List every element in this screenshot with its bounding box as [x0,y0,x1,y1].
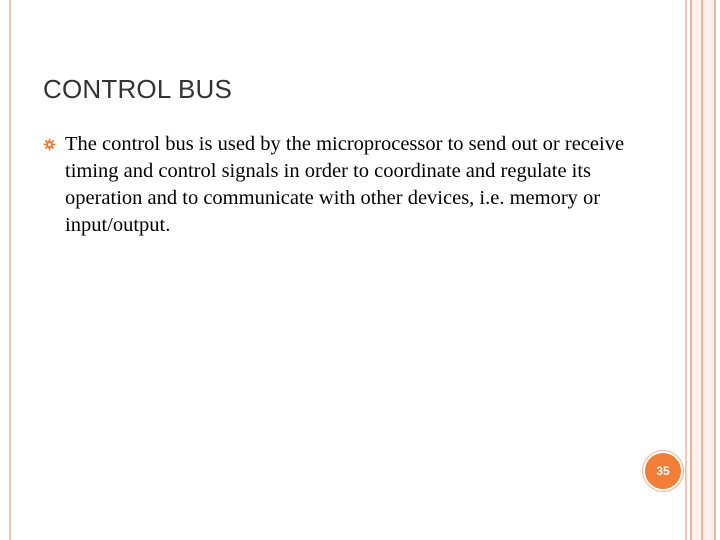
slide-content [43,131,633,239]
slide-title: CONTROL BUS [43,74,233,104]
gear-bullet-icon [43,138,56,151]
bullet-text: The control bus is used by the microprocessor to send out or receive timing and control signals in order to coordinate and regulate its operation and to communicate with other devices, i.e. memory or input/output. [65,133,625,236]
decorative-side-band [690,0,716,540]
page-number-badge: 35 [643,451,683,491]
bullet-item [43,131,633,239]
decorative-band-line [701,0,703,540]
